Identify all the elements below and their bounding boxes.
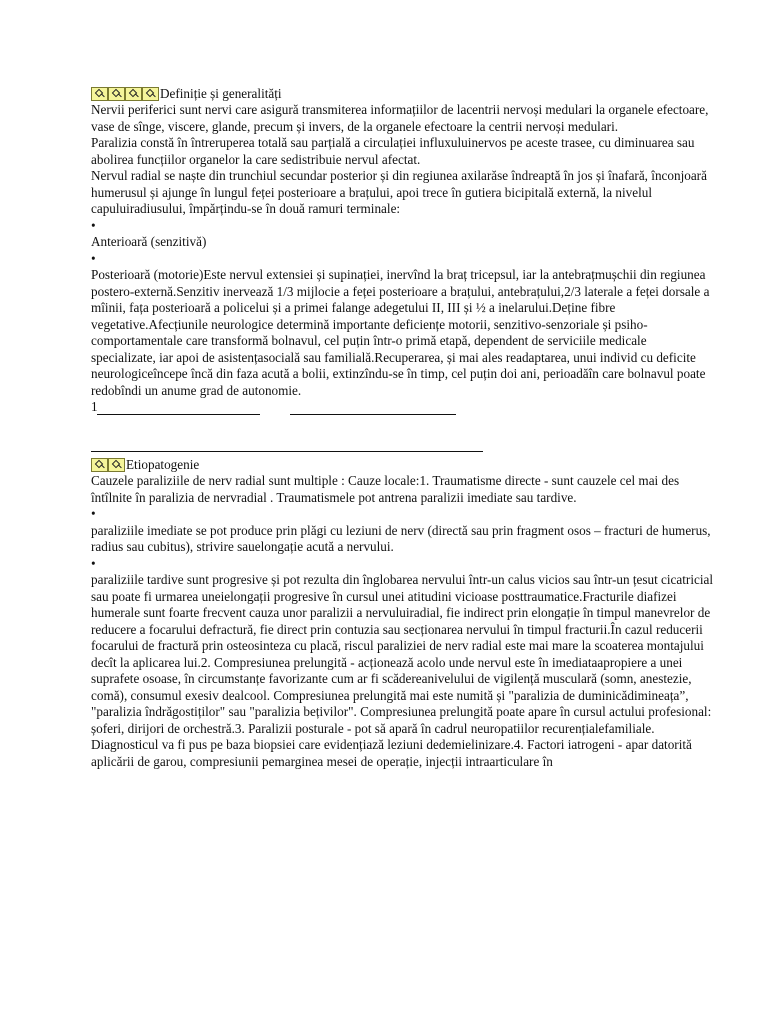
paragraph: Nervii periferici sunt nervi care asigură transmiterea informațiilor de lacentrii nervoși medulari la organele efectoare, vase de sînge, viscere, glande, precum și invers, de la organele efectoare la centrii nervoși medulari. — [91, 102, 709, 134]
heading-text: Etiopatogenie — [126, 456, 200, 472]
bookmark-icon — [91, 87, 108, 101]
separator-rule — [91, 451, 483, 452]
footnote-rule — [97, 414, 260, 415]
list-item: Anterioară (senzitivă) — [91, 234, 207, 249]
page-separator — [91, 417, 713, 457]
section-heading-etiopatogenie — [91, 457, 713, 473]
list-item: paraliziile imediate se pot produce prin plăgi cu leziuni de nerv (directă sau prin fragment osos – fracturi de humerus, radius sau cubitus), strivire sauelongație acută a nervului. — [91, 522, 711, 554]
paragraph: Cauzele paraliziile de nerv radial sunt multiple : Cauze locale:1. Traumatisme directe - sunt cauzele cel mai des întîlnite în paralizia de nervradial . Traumatismele pot antrena paralizii imediate sau tardive. — [91, 473, 680, 505]
bookmark-icon — [108, 458, 125, 472]
bookmark-icon — [91, 458, 108, 472]
section-heading-definitie — [91, 86, 713, 102]
heading-text: Definiție și generalități — [160, 85, 282, 101]
paragraph: Paralizia constă în întreruperea totală sau parțială a circulației influxuluinervos pe aceste trasee, cu diminuarea sau abolirea funcțiilor organelor la care sedistribuie nervul afectat. — [91, 135, 695, 167]
bullet-marker: • — [91, 506, 96, 521]
footnote-line — [91, 399, 713, 417]
footnote-rule — [290, 414, 456, 415]
list-item: Posterioară (motorie)Este nervul extensiei și supinației, inervînd la braț tricepsul, iar la antebrațmușchii din regiunea postero-externă.Senzitiv inervează 1/3 mijlocie a feței posterioare a brațului, antebrațului,2/3 laterale a feței dorsale a mîinii, fața posterioară a policelui și a primei falange adegetului II, III și ½ a inelarului.Deține fibre vegetative.Afecțiunile neurologice determină importante deficiențe motorii, senzitivo-senzoriale și psiho-comportamentale care transformă bolnavul, cel puțin într-o primă etapă, dependent de serviciile medicale specializate, iar apoi de asistențasocială sau familială.Recuperarea, și mai ales readaptarea, unui individ cu deficite neurologiceîncepe încă din faza acută a bolii, extinzîndu-se în timp, cel puțin doi ani, perioadăîn care bolnavul poate redobîndi un anume grad de autonomie. — [91, 267, 710, 398]
bookmark-icon — [125, 87, 142, 101]
document-page — [91, 86, 713, 770]
bookmark-icon — [142, 87, 159, 101]
bullet-marker: • — [91, 555, 96, 571]
bullet-marker: • — [91, 217, 96, 233]
bookmark-icon — [108, 87, 125, 101]
bullet-marker: • — [91, 250, 96, 266]
footnote-number: 1 — [91, 399, 98, 414]
paragraph: Nervul radial se naște din trunchiul secundar posterior și din regiunea axilarăse îndreaptă în jos și înafară, înconjoară humerusul și ajunge în lungul feței posterioare a brațului, apoi trece în gutiera bicipitală externă, la nivelul capuluiradiusului, împărțindu-se în două ramuri terminale: — [91, 168, 707, 216]
list-item: paraliziile tardive sunt progresive și pot rezulta din înglobarea nervului într-un calus vicios sau într-un țesut cicatricial sau poate fi urmarea uneielongații progresive în cursul unei atitudini vicioase posttraumatice.Fracturile diafizei humerale sunt foarte frecvent cauza unor paralizii a nervuluiradial, fie indirect prin elongație în timpul manevrelor de reducere a focarului defractură, fie direct prin contuzia sau secționarea nervului în timpul fracturii.În cazul reducerii focarului de fractură prin osteosinteza cu placă, riscul paraliziei de nerv radial este mai mare la scoaterea montajului decît la aplicarea lui.2. Compresiunea prelungită - acționează acolo unde nervul este în imediataapropiere a unei suprafete osoase, în circumstanțe favorizante cum ar fi scădereanivelului de vigilență musculară (somn, anestezie, comă), consumul exesiv dealcool. Compresiunea prelungită mai este numită și "paralizia de duminicădimineața”, "paralizia îndrăgostiților" sau "paralizia bețivilor". Compresiunea prelungită poate apare în cursul actului profesional: șoferi, dirijori de orchestră.3. Paralizii posturale - pot să apară în cadrul neuropatiilor recurențialefamiliale. Diagnosticul va fi pus pe baza biopsiei care evidențiază leziuni dedemielinizare.4. Factori iatrogeni - apar datorită aplicării de garou, compresiunii pemarginea mesei de operație, injecții intraarticulare în — [91, 572, 714, 769]
